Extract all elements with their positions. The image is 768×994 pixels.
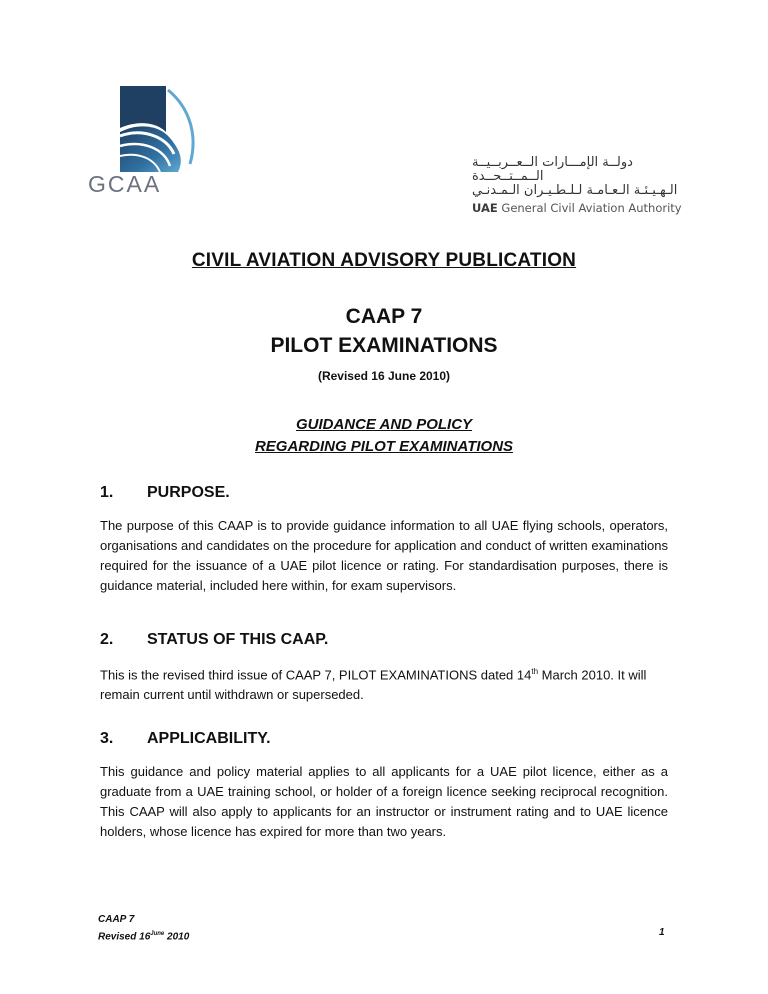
section-3-body: This guidance and policy material applies to all applicants for a UAE pilot licence, either as a graduate from a UAE training school, or holder of a foreign licence seeking reciprocal recognition. This CAAP will also apply to applicants for an instructor or instrument rating and to UAE licence holders, whose licence has expired for more than two years.: [100, 764, 668, 839]
section-2-title: STATUS OF THIS CAAP.: [147, 631, 329, 648]
footer-revised: [98, 927, 189, 944]
footer-revised-year: 2010: [164, 931, 190, 943]
caap-name: PILOT EXAMINATIONS: [270, 334, 498, 357]
section-3-heading: [100, 730, 271, 748]
logo-text: GCAA: [88, 171, 162, 196]
caap-number: CAAP 7: [345, 305, 423, 328]
authority-prefix: UAE: [472, 201, 498, 215]
section-2-superscript: th: [531, 667, 539, 676]
section-2-body-text-end: March 2010. It will remain current until withdrawn or superseded.: [100, 667, 647, 703]
footer-doc: CAAP 7: [98, 914, 135, 925]
page-number: 1: [659, 927, 665, 938]
guidance-heading-line-1: GUIDANCE AND POLICY: [295, 416, 473, 433]
section-1-body: The purpose of this CAAP is to provide guidance information to all UAE flying schools, operators, organisations and candidates on the procedure for application and conduct of written examinations required for the issuance of a UAE pilot licence or rating. For standardisation purposes, there is guidance material, included here within, for exam supervisors.: [100, 518, 668, 593]
section-2-body: [100, 662, 668, 705]
authority-name: [472, 201, 682, 215]
footer-doc-info: [98, 913, 189, 944]
section-2-body-text: This is the revised third issue of CAAP 7, PILOT EXAMINATIONS dated 14: [100, 667, 532, 683]
revision-date: (Revised 16 June 2010): [317, 369, 451, 383]
section-2-number: 2.: [100, 631, 114, 648]
section-2-heading: [100, 631, 328, 649]
section-3-title: APPLICABILITY.: [147, 730, 271, 747]
gcaa-logo: [80, 78, 220, 196]
authority-block: [472, 156, 682, 215]
arabic-line-1: دولــة الإمـــارات الــعــربــيــة الــمــتــحــدة: [472, 155, 633, 184]
section-1-number: 1.: [100, 484, 114, 501]
footer-revised-month: June: [150, 931, 165, 937]
publication-title: CIVIL AVIATION ADVISORY PUBLICATION: [191, 250, 577, 271]
arabic-line-2: الـهـيـئـة الـعـامـة لـلـطـيـران الـمـدنـي: [472, 183, 678, 198]
authority-label: General Civil Aviation Authority: [501, 201, 682, 215]
section-3-number: 3.: [100, 730, 114, 747]
footer-revised-prefix: Revised 16: [98, 931, 151, 943]
section-1-title: PURPOSE.: [147, 484, 230, 501]
guidance-heading-line-2: REGARDING PILOT EXAMINATIONS: [254, 438, 514, 455]
section-1-heading: [100, 484, 230, 502]
